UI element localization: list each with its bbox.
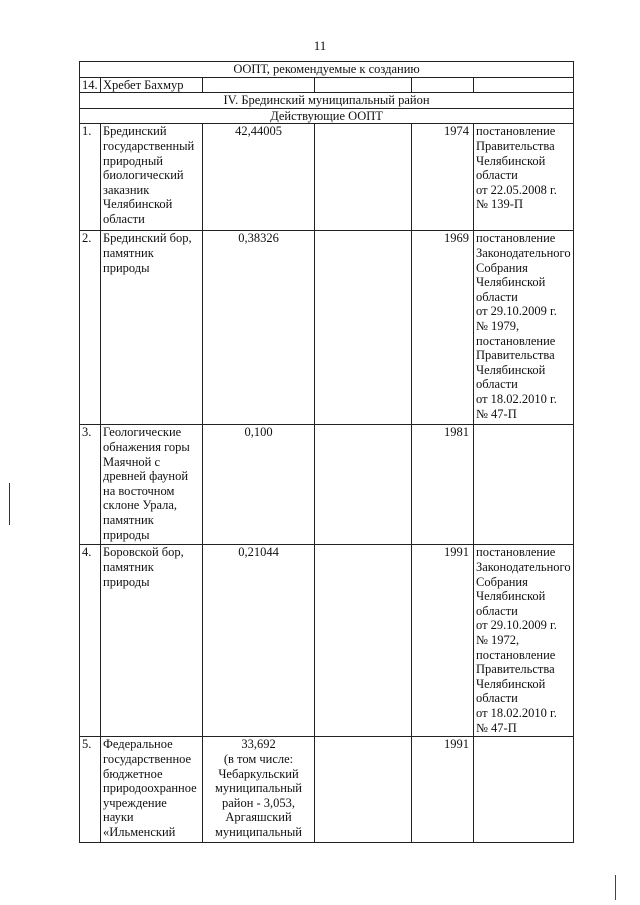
row-name: Боровской бор, памятник природы — [101, 545, 203, 737]
ootp-table — [79, 61, 574, 843]
header-active-row — [80, 108, 574, 124]
row-extra — [315, 737, 412, 843]
row-num: 2. — [80, 231, 101, 425]
table-row — [80, 545, 574, 737]
row-extra — [315, 425, 412, 545]
row-num: 1. — [80, 124, 101, 231]
table-row — [80, 231, 574, 425]
header-active: Действующие ООПТ — [80, 108, 574, 124]
row-area: 33,692 (в том числе: Чебаркульский муниципальный район - 3,053, Аргаяшский муниципальный — [203, 737, 315, 843]
row-num: 5. — [80, 737, 101, 843]
row-year: 1981 — [412, 425, 474, 545]
row-name: Геологические обнажения горы Маячной с древней фауной на восточном склоне Урала, памятник природы — [101, 425, 203, 545]
row-extra — [315, 545, 412, 737]
row-doc — [474, 425, 574, 545]
row-doc: постановление Правительства Челябинской области от 22.05.2008 г. № 139-П — [474, 124, 574, 231]
row-doc — [474, 737, 574, 843]
table-row — [80, 737, 574, 843]
header-recommended-row — [80, 62, 574, 78]
scan-edge-mark — [615, 875, 616, 900]
row-doc: постановление Законодательного Собрания Челябинской области от 29.10.2009 г. № 1979, постановление Правительства Челябинской области от 18.02.2010 г. № 47-П — [474, 231, 574, 425]
page-number: 11 — [313, 38, 327, 53]
header-district-row — [80, 93, 574, 109]
row-name: Брединский бор, памятник природы — [101, 231, 203, 425]
recommended-extra — [315, 77, 412, 93]
recommended-name: Хребет Бахмур — [101, 77, 203, 93]
row-extra — [315, 231, 412, 425]
row-num: 3. — [80, 425, 101, 545]
table-row — [80, 124, 574, 231]
row-year: 1991 — [412, 737, 474, 843]
recommended-doc — [474, 77, 574, 93]
recommended-year — [412, 77, 474, 93]
row-area: 42,44005 — [203, 124, 315, 231]
row-extra — [315, 124, 412, 231]
scan-margin-mark — [9, 483, 10, 525]
row-year: 1974 — [412, 124, 474, 231]
row-name: Брединский государственный природный биологический заказник Челябинской области — [101, 124, 203, 231]
recommended-row — [80, 77, 574, 93]
row-area: 0,38326 — [203, 231, 315, 425]
row-area: 0,21044 — [203, 545, 315, 737]
row-area: 0,100 — [203, 425, 315, 545]
header-district: IV. Брединский муниципальный район — [80, 93, 574, 109]
row-doc: постановление Законодательного Собрания Челябинской области от 29.10.2009 г. № 1972, постановление Правительства Челябинской области от 18.02.2010 г. № 47-П — [474, 545, 574, 737]
row-year: 1991 — [412, 545, 474, 737]
row-year: 1969 — [412, 231, 474, 425]
row-name: Федеральное государственное бюджетное природоохранное учреждение науки «Ильменский — [101, 737, 203, 843]
recommended-area — [203, 77, 315, 93]
row-num: 4. — [80, 545, 101, 737]
recommended-num: 14. — [80, 77, 101, 93]
table-row — [80, 425, 574, 545]
header-recommended: ООПТ, рекомендуемые к созданию — [80, 62, 574, 78]
